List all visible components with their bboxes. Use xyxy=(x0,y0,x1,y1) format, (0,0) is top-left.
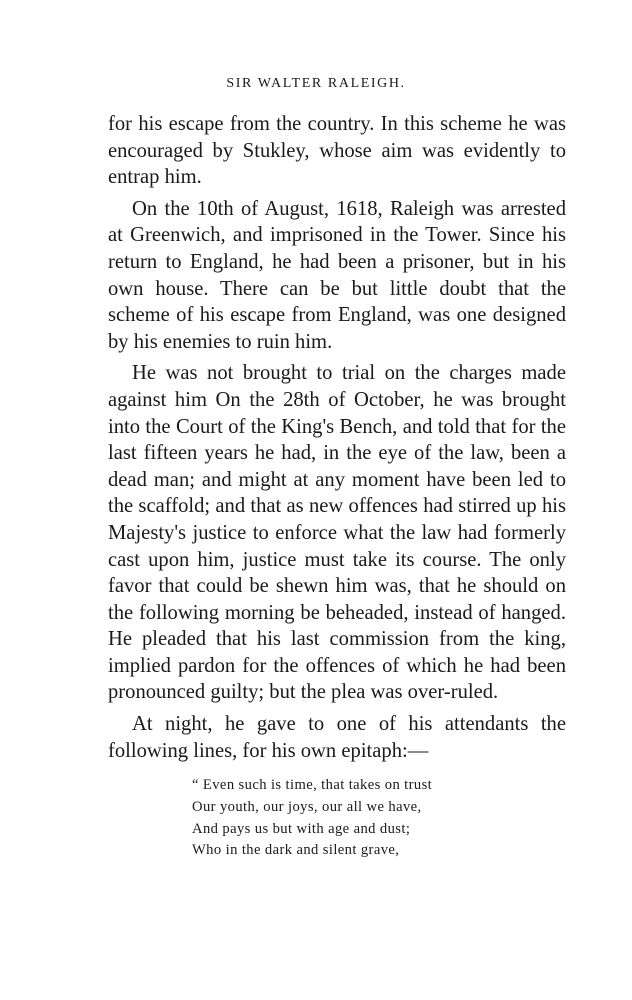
epitaph-poem xyxy=(192,775,522,862)
poem-line: Our youth, our joys, our all we have, xyxy=(192,798,422,815)
paragraph-epitaph-intro: At night, he gave to one of his attendants the following lines, for his own epitaph:— xyxy=(108,713,566,762)
poem-line: And pays us but with age and dust; xyxy=(192,820,411,837)
poem-line: Who in the dark and silent grave, xyxy=(192,842,400,859)
body-text xyxy=(108,111,566,769)
paragraph-trial: He was not brought to trial on the charges made against him On the 28th of October, he was brought into the Court of the King's Bench, and told that for the last fifteen years he had, in the eye of the law, been a dead man; and might at any moment have been led to the scaffold; and that as new offences had stirred up his Majesty's justice to enforce what the law had formerly cast upon him, justice must take its course. The only favor that could be shewn him was, that he should on the following morning be beheaded, instead of hanged. He pleaded that his last commission from the king, implied pardon for the offences of which he had been pronounced guilty; but the plea was over-ruled. xyxy=(108,362,566,704)
poem-line: “ Even such is time, that takes on trust xyxy=(192,777,433,793)
running-head: SIR WALTER RALEIGH. xyxy=(226,76,406,91)
paragraph-escape-scheme: for his escape from the country. In this scheme he was encouraged by Stukley, whose aim was evidently to entrap him. xyxy=(108,113,566,189)
paragraph-arrest: On the 10th of August, 1618, Raleigh was arrested at Greenwich, and imprisoned in the Tower. Since his return to England, he had been a prisoner, but in his own house. There can be but little doubt that the scheme of his escape from England, was one designed by his enemies to ruin him. xyxy=(108,197,566,353)
